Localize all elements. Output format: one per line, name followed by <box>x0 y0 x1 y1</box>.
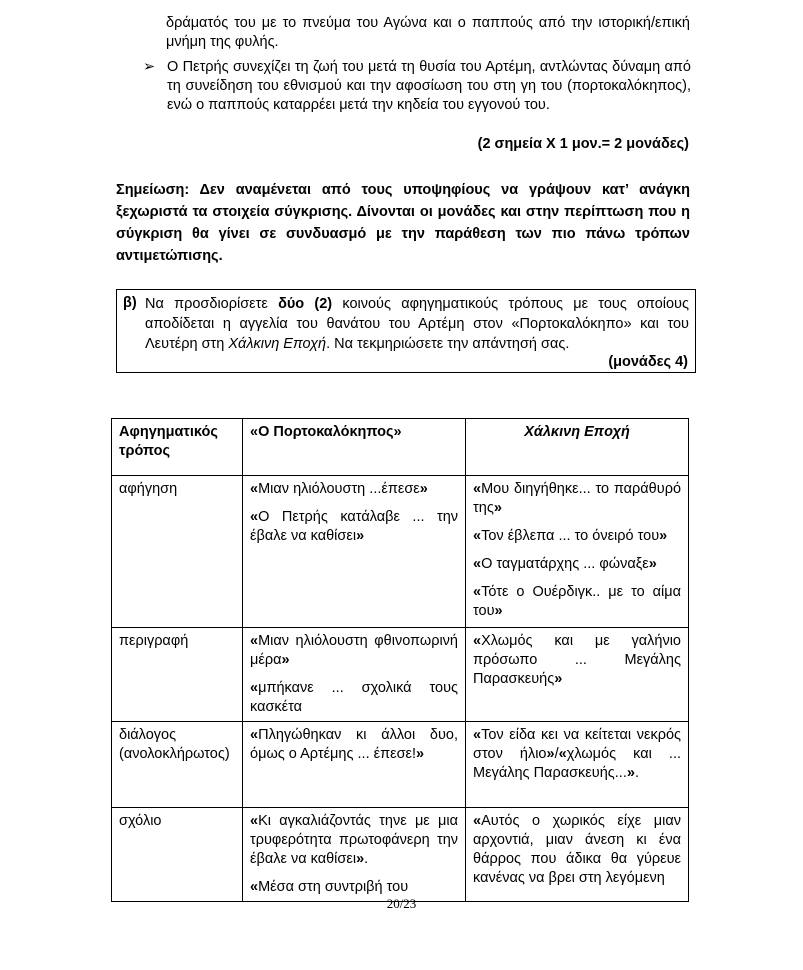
table-header-row <box>112 419 689 476</box>
quote-text: «Μου διηγήθηκε... το παράθυρό της» <box>473 481 682 516</box>
row-mode: διάλογος (ανολοκλήρωτος) <box>112 722 243 808</box>
bullet-point <box>143 58 691 115</box>
question-box <box>116 289 696 373</box>
table-row <box>112 808 689 902</box>
header-portokalokipos: «Ο Πορτοκαλόκηπος» <box>243 419 466 476</box>
question-label: β) <box>123 295 137 311</box>
row-mode: αφήγηση <box>112 476 243 628</box>
quote-text: «Τον έβλεπα ... το όνειρό του» <box>473 528 668 544</box>
quote-text: «Μιαν ηλιόλουστη ...έπεσε» <box>250 481 428 497</box>
portokalokipos-quotes <box>243 628 466 722</box>
chalkini-quotes <box>466 722 689 808</box>
bullet-text: Ο Πετρής συνεχίζει τη ζωή του μετά τη θυσία του Αρτέμη, αντλώντας δύναμη από τη συνείδηση του εθνισμού και την αφοσίωση του στη γη του (πορτοκαλόκηπος), ενώ ο παππούς καταρρέει μετά την κηδεία του εγγονού του. <box>167 59 691 113</box>
question-marks: (μονάδες 4) <box>608 354 688 370</box>
table-row <box>112 476 689 628</box>
chalkini-quotes <box>466 628 689 722</box>
answer-table <box>111 418 689 902</box>
header-mode: Αφηγηματικός τρόπος <box>112 419 243 476</box>
quote-text: «Αυτός ο χωρικός είχε μιαν αρχοντιά, μιαν άνεση κι ένα θάρρος που άδικα θα γύρευε κανένας να βρει στη λεγόμενη <box>473 813 682 886</box>
quote-text: «Μιαν ηλιόλουστη φθινοπωρινή μέρα» <box>250 633 458 668</box>
quote-text: «Κι αγκαλιάζοντάς τηνε με μια τρυφερότητα πρωτοφάνερη την έβαλε να καθίσει». <box>250 813 459 867</box>
quote-text: «Τότε ο Ουέρδιγκ.. με το αίμα του» <box>473 584 682 619</box>
portokalokipos-quotes <box>243 808 466 902</box>
question-text: Να προσδιορίσετε δύο (2) κοινούς αφηγηματικούς τρόπους με τους οποίους αποδίδεται η αγγελία του θανάτου του Αρτέμη στον «Πορτοκαλόκηπο» και του Λευτέρη στη Χάλκινη Εποχή. Να τεκμηριώσετε την απάντησή σας. <box>145 296 689 352</box>
row-mode: περιγραφή <box>112 628 243 722</box>
chalkini-quotes <box>466 476 689 628</box>
quote-text: «Μέσα στη συντριβή του <box>250 879 409 895</box>
arrow-bullet-icon: ➢ <box>143 59 156 75</box>
page-number: 20/23 <box>386 896 417 911</box>
portokalokipos-quotes <box>243 722 466 808</box>
quote-text: «Χλωμός και με γαλήνιο πρόσωπο ... Μεγάλης Παρασκευής» <box>473 633 681 687</box>
question-italic-title: Χάλκινη Εποχή <box>228 336 327 352</box>
table-row <box>112 722 689 808</box>
row-mode: σχόλιο <box>112 808 243 902</box>
chalkini-quotes <box>466 808 689 902</box>
portokalokipos-quotes <box>243 476 466 628</box>
quote-text: «μπήκανε ... σχολικά τους κασκέτα <box>250 680 459 715</box>
header-chalkini-epochi: Χάλκινη Εποχή <box>466 419 689 476</box>
quote-text: «Ο ταγματάρχης ... φώναξε» <box>473 556 657 572</box>
quote-text: «Τον είδα κει να κείτεται νεκρός στον ήλιο»/«χλωμός και ... Μεγάλης Παρασκευής...». <box>473 727 682 781</box>
question-bold-count: δύο (2) <box>278 296 333 312</box>
points-line: (2 σημεία Χ 1 μον.= 2 μονάδες) <box>477 136 689 152</box>
quote-text: «Πληγώθηκαν κι άλλοι δυο, όμως ο Αρτέμης ... έπεσε!» <box>250 727 458 762</box>
table-row <box>112 628 689 722</box>
quote-text: «Ο Πετρής κατάλαβε ... την έβαλε να καθίσει» <box>250 509 459 544</box>
continuation-text: δράματός του με το πνεύμα του Αγώνα και ο παππούς από την ιστορική/επική μνήμη της φυλής. <box>166 15 690 50</box>
note-paragraph: Σημείωση: Δεν αναμένεται από τους υποψηφίους να γράψουν κατ’ ανάγκη ξεχωριστά τα στοιχεία σύγκρισης. Δίνονται οι μονάδες και στην περίπτωση που η σύγκριση θα γίνει σε συνδυασμό με την παράθεση των πιο πάνω τρόπων αντιμετώπισης. <box>116 182 690 264</box>
